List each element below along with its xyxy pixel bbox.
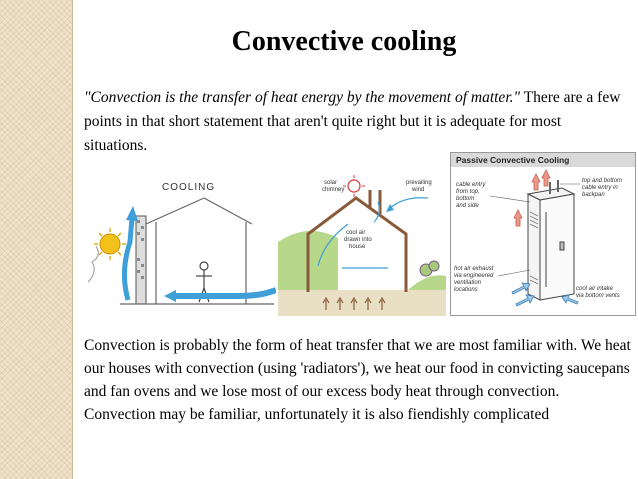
exhaust-label-1: hot air exhaust [454,266,494,272]
chimney-label: chimney [322,187,345,193]
backpan-label-1: top and bottom [582,178,623,184]
backpan-label-2: cable entry in [582,185,618,191]
house-label: house [349,244,366,250]
wind-label: wind [412,187,425,193]
cabinet-enclosure [528,188,574,300]
slide-title: Convective cooling [231,26,457,57]
prevailing-label: prevailing [406,180,432,186]
cabinet-figure-title: Passive Convective Cooling [456,155,570,165]
passive-convective-cooling-figure [450,152,636,316]
solar-chimney-wall [136,216,146,304]
ground [278,290,446,316]
intake-label-2: via bottom vents [576,293,620,299]
cable-entry-label-4: and side [456,203,479,209]
cooling-label: COOLING [162,182,216,193]
cable-entry-label-1: cable entry [456,182,486,188]
decorative-side-strip [0,0,73,479]
sun-icon [94,228,126,260]
intake-label-1: cool air intake [576,286,614,292]
drawn-into-label: drawn into [344,237,372,243]
cable-entry-label-2: from top, [456,189,480,195]
backpan-label-3: backpan [582,192,605,198]
cable-entry-label-3: bottom [456,196,475,202]
cooling-sketch-figure [80,172,276,316]
heat-wave-lines [88,246,98,282]
cool-air-flow-arrow [164,290,276,302]
body-paragraph: Convection is probably the form of heat transfer that we are most familiar with. We heat our houses with convection (using 'radiators'), we heat our food in convicting saucepans and fan ovens and we lose most of our excess body heat through convection. Convection may be familiar, unfortunately it is also fiendishly complicated [84,337,631,423]
intro-quote: "Convection is the transfer of heat energy by the movement of matter." [84,89,521,106]
solar-chimney-house-figure [278,172,446,316]
intro-rest: There are a few points in that short statement that aren't quite right but it is adequate for most situations. [84,89,621,154]
solar-label: solar [324,180,338,186]
exhaust-label-2: via engineered [454,273,494,279]
exhaust-label-3: ventilation [454,280,482,286]
cool-air-label: cool air [346,230,366,236]
exhaust-label-4: locations [454,287,478,293]
intro-paragraph [84,86,624,158]
